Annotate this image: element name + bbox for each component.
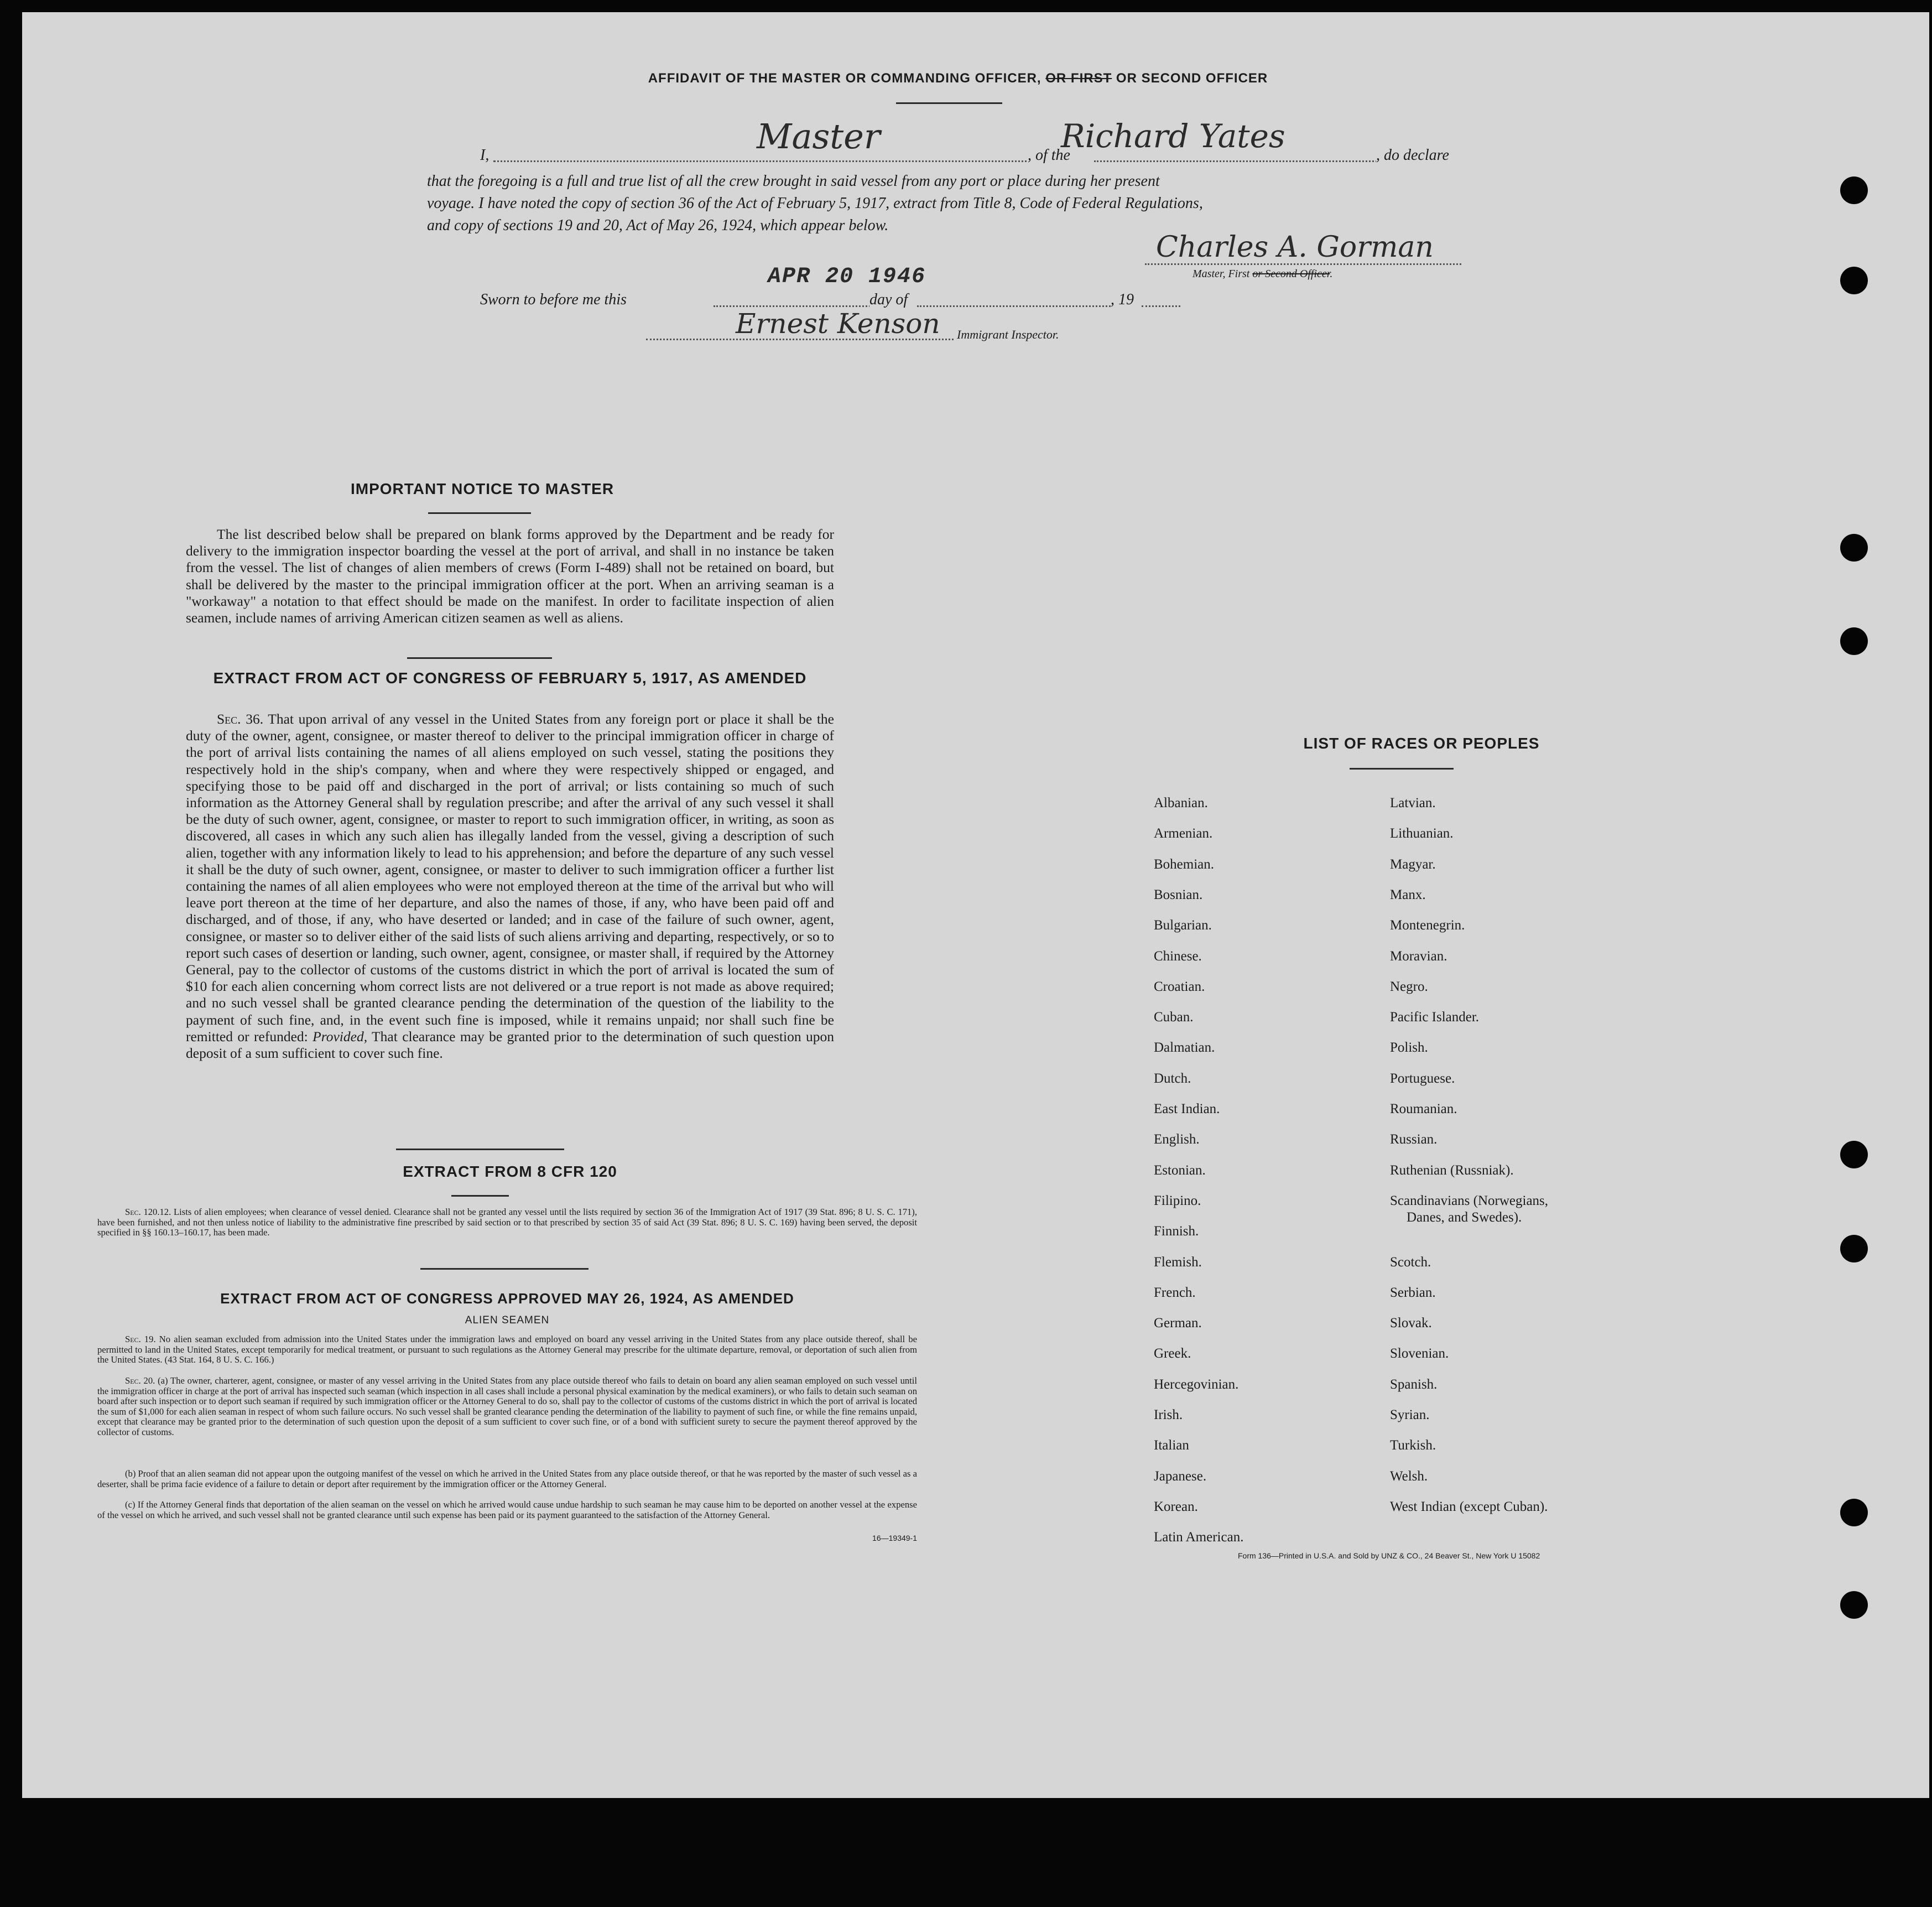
race-item: Flemish. <box>1154 1254 1202 1270</box>
race-item: Ruthenian (Russniak). <box>1390 1162 1514 1178</box>
affidavit-title-struck: OR FIRST <box>1045 71 1112 86</box>
sec-36-label: Sec. 36. <box>217 711 264 727</box>
notice-title: IMPORTANT NOTICE TO MASTER <box>351 480 615 497</box>
signer-label-struck: or Second Officer <box>1252 268 1330 280</box>
race-item: Spanish. <box>1390 1376 1438 1392</box>
sec-120-label: Sec. 120.12. <box>125 1207 171 1217</box>
signer-label-part: . <box>1330 268 1333 280</box>
race-item: Pacific Islander. <box>1390 1010 1480 1025</box>
sworn-month-blank <box>917 289 1111 307</box>
race-item: Filipino. <box>1154 1193 1201 1208</box>
race-item: Turkish. <box>1390 1438 1436 1453</box>
race-item: Albanian. <box>1154 796 1208 810</box>
affidavit-title <box>598 71 1317 86</box>
declaration-line-3: voyage. I have noted the copy of section 36 of the Act of February 5, 1917, extract from Title 8, Code of Federal Regulations, <box>427 195 1203 212</box>
race-item: Bulgarian. <box>1154 918 1212 933</box>
binding-hole <box>1840 1235 1868 1262</box>
binding-hole <box>1840 1141 1868 1168</box>
signer-label-part: Master, First <box>1192 268 1253 280</box>
sec-20b-body: (b) Proof that an alien seaman did not appear upon the outgoing manifest of the vessel on which he arrived in the United States from any place outside thereof, or that he was reported by the master of such vessel as a deserter, shall be prima facie evidence of a failure to detain or deport after requirement by the immigration officer or the Attorney General. <box>97 1468 917 1489</box>
race-item: Montenegrin. <box>1390 918 1465 933</box>
race-item: Scotch. <box>1390 1254 1431 1270</box>
binding-hole <box>1840 627 1868 655</box>
sec-20a-text: (a) The owner, charterer, agent, consignee, or master of any vessel arriving in the United States from any place outside thereof who fails to detain on board any alien seaman employed on such vessel until the immigration officer in charge at the port of arrival has inspected such seaman (which inspection in all cases shall include a personal physical examination by the medical examiners), or who fails to detain such seaman on board after such inspection or to deport such seaman if required by such immigration officer or the Attorney General to do so, shall pay to the collector of customs of the customs district in which the port of arrival is located the sum of $1,000 for each alien seaman in respect of whom such failure occurs. No such vessel shall be granted clearance pending the determination of the liability to payment of such fine, or while the fine remains unpaid, except that clearance may be granted prior to the determination of such question upon the deposit of a sum sufficient to cover such fine, or of a bond with sufficient surety to secure the payment thereof approved by the collector of customs. <box>97 1375 917 1437</box>
declaration-i: I, <box>480 147 489 164</box>
race-item: Syrian. <box>1390 1407 1430 1422</box>
race-item: Croatian. <box>1154 979 1205 994</box>
race-item: Armenian. <box>1154 826 1213 841</box>
date-stamp: APR 20 1946 <box>768 264 926 289</box>
affidavit-title-part: AFFIDAVIT OF THE MASTER OR COMMANDING OFFICER, <box>648 71 1046 86</box>
sec-36-text-end: That clearance may be granted prior to the determination of such question upon deposit of a sum sufficient to cover such fine. <box>186 1028 835 1062</box>
race-item: Scandinavians (Norwegians, <box>1390 1193 1549 1208</box>
race-item: German. <box>1154 1316 1202 1331</box>
race-item: Dutch. <box>1154 1071 1191 1086</box>
race-item: Moravian. <box>1390 948 1447 964</box>
race-item: Japanese. <box>1154 1468 1207 1484</box>
notice-end-rule <box>407 657 552 659</box>
declaration-of-the: , of the <box>1028 147 1070 164</box>
race-item: Slovenian. <box>1390 1346 1449 1362</box>
race-item: East Indian. <box>1154 1101 1220 1116</box>
races-title-rule <box>1350 768 1454 770</box>
sworn-year-blank <box>1142 289 1180 307</box>
race-item: Slovak. <box>1390 1316 1432 1331</box>
race-item: West Indian (except Cuban). <box>1390 1499 1548 1514</box>
affidavit-title-rule <box>896 102 1002 104</box>
race-item: French. <box>1154 1285 1196 1300</box>
sec-20-label: Sec. 20. <box>125 1375 155 1386</box>
sec-20a-body <box>97 1376 917 1438</box>
race-item: Russian. <box>1390 1132 1438 1147</box>
inspector-signature: Ernest Kenson <box>736 308 940 340</box>
race-item: Chinese. <box>1154 948 1202 964</box>
race-item: Manx. <box>1390 887 1426 902</box>
race-item: Bohemian. <box>1154 856 1215 872</box>
race-item: Magyar. <box>1390 856 1436 872</box>
race-item: Serbian. <box>1390 1285 1436 1300</box>
extract-1924-title: EXTRACT FROM ACT OF CONGRESS APPROVED MAY 26, 1924, AS AMENDED <box>220 1290 794 1307</box>
proviso-word: Provided, <box>313 1028 368 1045</box>
declaration-declare: , do declare <box>1376 147 1449 164</box>
race-item: Welsh. <box>1390 1468 1428 1484</box>
race-item: Finnish. <box>1154 1224 1199 1239</box>
cfr-title: EXTRACT FROM 8 CFR 120 <box>403 1163 617 1180</box>
declaration-line-1 <box>458 116 1492 172</box>
vessel-name-handwritten: Richard Yates <box>1061 117 1285 155</box>
race-item: Italian <box>1154 1438 1189 1453</box>
sworn-day-of: day of <box>869 291 908 308</box>
declaration-line-4: and copy of sections 19 and 20, Act of May 26, 1924, which appear below. <box>427 217 889 234</box>
binding-hole <box>1840 267 1868 294</box>
master-signature-label <box>1192 268 1332 280</box>
cfr-top-rule <box>396 1149 564 1150</box>
race-item: Greek. <box>1154 1346 1191 1362</box>
form-code: 16—19349-1 <box>872 1534 917 1542</box>
cfr-body <box>97 1207 917 1238</box>
race-item: Danes, and Swedes). <box>1407 1209 1522 1225</box>
race-item: Latvian. <box>1390 796 1436 810</box>
sworn-year: , 19 <box>1111 291 1134 308</box>
alien-seamen-subtitle: ALIEN SEAMEN <box>465 1314 550 1326</box>
footer-printer-note: Form 136—Printed in U.S.A. and Sold by UNZ & CO., 24 Beaver St., New York U 15082 <box>1238 1551 1540 1560</box>
binding-hole <box>1840 176 1868 204</box>
sec-36-text: That upon arrival of any vessel in the United States from any foreign port or place it shall be the duty of the owner, agent, consignee, or master thereof to deliver to the principal immigration officer in charge of the port of arrival lists containing the names of all aliens employed on such vessel, stating the positions they respectively hold in the ship's company, when and where they were respectively shipped or engaged, and specifying those to be paid off and discharged in the port of arrival; or lists containing so much of such information as the Attorney General shall by regulation prescribe; and after the arrival of any such vessel it shall be the duty of such owner, agent, consignee, or master to report to such immigration officer, in writing, as soon as discovered, all cases in which any such alien has illegally landed from the vessel, giving a description of such alien, together with any information likely to lead to his apprehension; and before the departure of any such vessel it shall be the duty of such owner, agent, consignee, or master to deliver to such immigration officer a further list containing the names of all alien employees who were not employed thereon at the time of the arrival but who will leave port thereon at the time of her departure, and also the names of those, if any, who have been paid off and discharged, and of those, if any, who have deserted or landed; and in case of the failure of such owner, agent, consignee, or master so to deliver either of the said lists of such aliens arriving and departing, respectively, or so to report such cases of desertion or landing, such owner, agent, consignee, or master shall, if required by the Attorney General, pay to the collector of customs of the customs district in which the port of arrival is located the sum of $10 for each alien concerning whom correct lists are not delivered or a true report is not made as above required; and no such vessel shall be granted clearance pending the determination of the question of the liability to the payment of such fine, and, in the event such fine is imposed, while it remains unpaid; nor shall such fine be remitted or refunded: <box>186 711 834 1045</box>
sec-20c-body: (c) If the Attorney General finds that deportation of the alien seaman on the vessel on which he arrived would cause undue hardship to such seaman he may cause him to be deported on another vessel at the expense of the vessel on which he arrived, and such vessel shall not be granted clearance until such expense has been paid or its payment guaranteed to the satisfaction of the Attorney General. <box>97 1499 917 1520</box>
binding-hole <box>1840 1591 1868 1619</box>
race-item: Portuguese. <box>1390 1071 1455 1086</box>
race-item: Irish. <box>1154 1407 1183 1422</box>
affidavit-title-part: OR SECOND OFFICER <box>1112 71 1268 86</box>
race-item: Dalmatian. <box>1154 1040 1215 1056</box>
cfr-end-rule <box>420 1268 589 1270</box>
master-name-handwritten: Master <box>757 116 881 157</box>
race-item: Bosnian. <box>1154 887 1203 902</box>
inspector-label: Immigrant Inspector. <box>957 328 1059 341</box>
extract-1917-body <box>186 711 834 1062</box>
race-item: Cuban. <box>1154 1010 1194 1025</box>
sworn-day-blank <box>714 289 874 307</box>
race-item: Korean. <box>1154 1499 1198 1514</box>
sec-19-body <box>97 1334 917 1365</box>
binding-hole <box>1840 534 1868 562</box>
form-page <box>22 12 1929 1798</box>
races-title: LIST OF RACES OR PEOPLES <box>1303 735 1540 752</box>
race-item: Estonian. <box>1154 1162 1206 1178</box>
sworn-prefix: Sworn to before me this <box>480 291 627 308</box>
race-item: English. <box>1154 1132 1200 1147</box>
notice-body: The list described below shall be prepared on blank forms approved by the Department and be ready for delivery to the immigration inspector boarding the vessel at the port of arrival, and shall in no instance be taken from the vessel. The list of changes of alien members of crews (Form I-489) shall not be retained on board, but shall be delivered by the master to the principal immigration officer at the port. When an arriving seaman is a "workaway" a notation to that effect should be made on the manifest. In order to facilitate inspection of alien seamen, include names of arriving American citizen seamen as well as aliens. <box>186 526 834 626</box>
sec-120-text: Lists of alien employees; when clearance of vessel denied. Clearance shall not be granted any vessel until the lists required by section 36 of the Immigration Act of 1917 (39 Stat. 896; 8 U. S. C. 171), have been furnished, and not then unless notice of liability to the administrative fine prescribed by said section or to that prescribed by section 35 of said Act (39 Stat. 896; 8 U. S. C. 169) having been served, the deposit specified in §§ 160.13–160.17, has been made. <box>97 1207 917 1238</box>
declaration-line-2: that the foregoing is a full and true list of all the crew brought in said vessel from any port or place during her present <box>427 173 1160 190</box>
master-signature: Charles A. Gorman <box>1156 231 1434 264</box>
cfr-title-rule <box>451 1195 509 1197</box>
race-item: Polish. <box>1390 1040 1428 1056</box>
race-item: Lithuanian. <box>1390 826 1454 841</box>
binding-hole <box>1840 1499 1868 1526</box>
race-item: Hercegovinian. <box>1154 1376 1239 1392</box>
notice-title-rule <box>428 512 531 514</box>
sec-19-text: No alien seaman excluded from admission into the United States under the immigration laws and employed on board any vessel arriving in the United States from any place outside thereof, shall be permitted to land in the United States, except temporarily for medical treatment, or pursuant to such regulations as the Attorney General may prescribe for the ultimate departure, removal, or deportation of such alien from the United States. (43 Stat. 164, 8 U. S. C. 166.) <box>97 1334 917 1365</box>
race-item: Latin American. <box>1154 1530 1244 1545</box>
race-item: Roumanian. <box>1390 1101 1457 1116</box>
extract-1917-title: EXTRACT FROM ACT OF CONGRESS OF FEBRUARY 5, 1917, AS AMENDED <box>213 669 807 687</box>
sworn-line <box>480 264 1183 310</box>
sec-19-label: Sec. 19. <box>125 1334 156 1344</box>
race-item: Negro. <box>1390 979 1428 994</box>
